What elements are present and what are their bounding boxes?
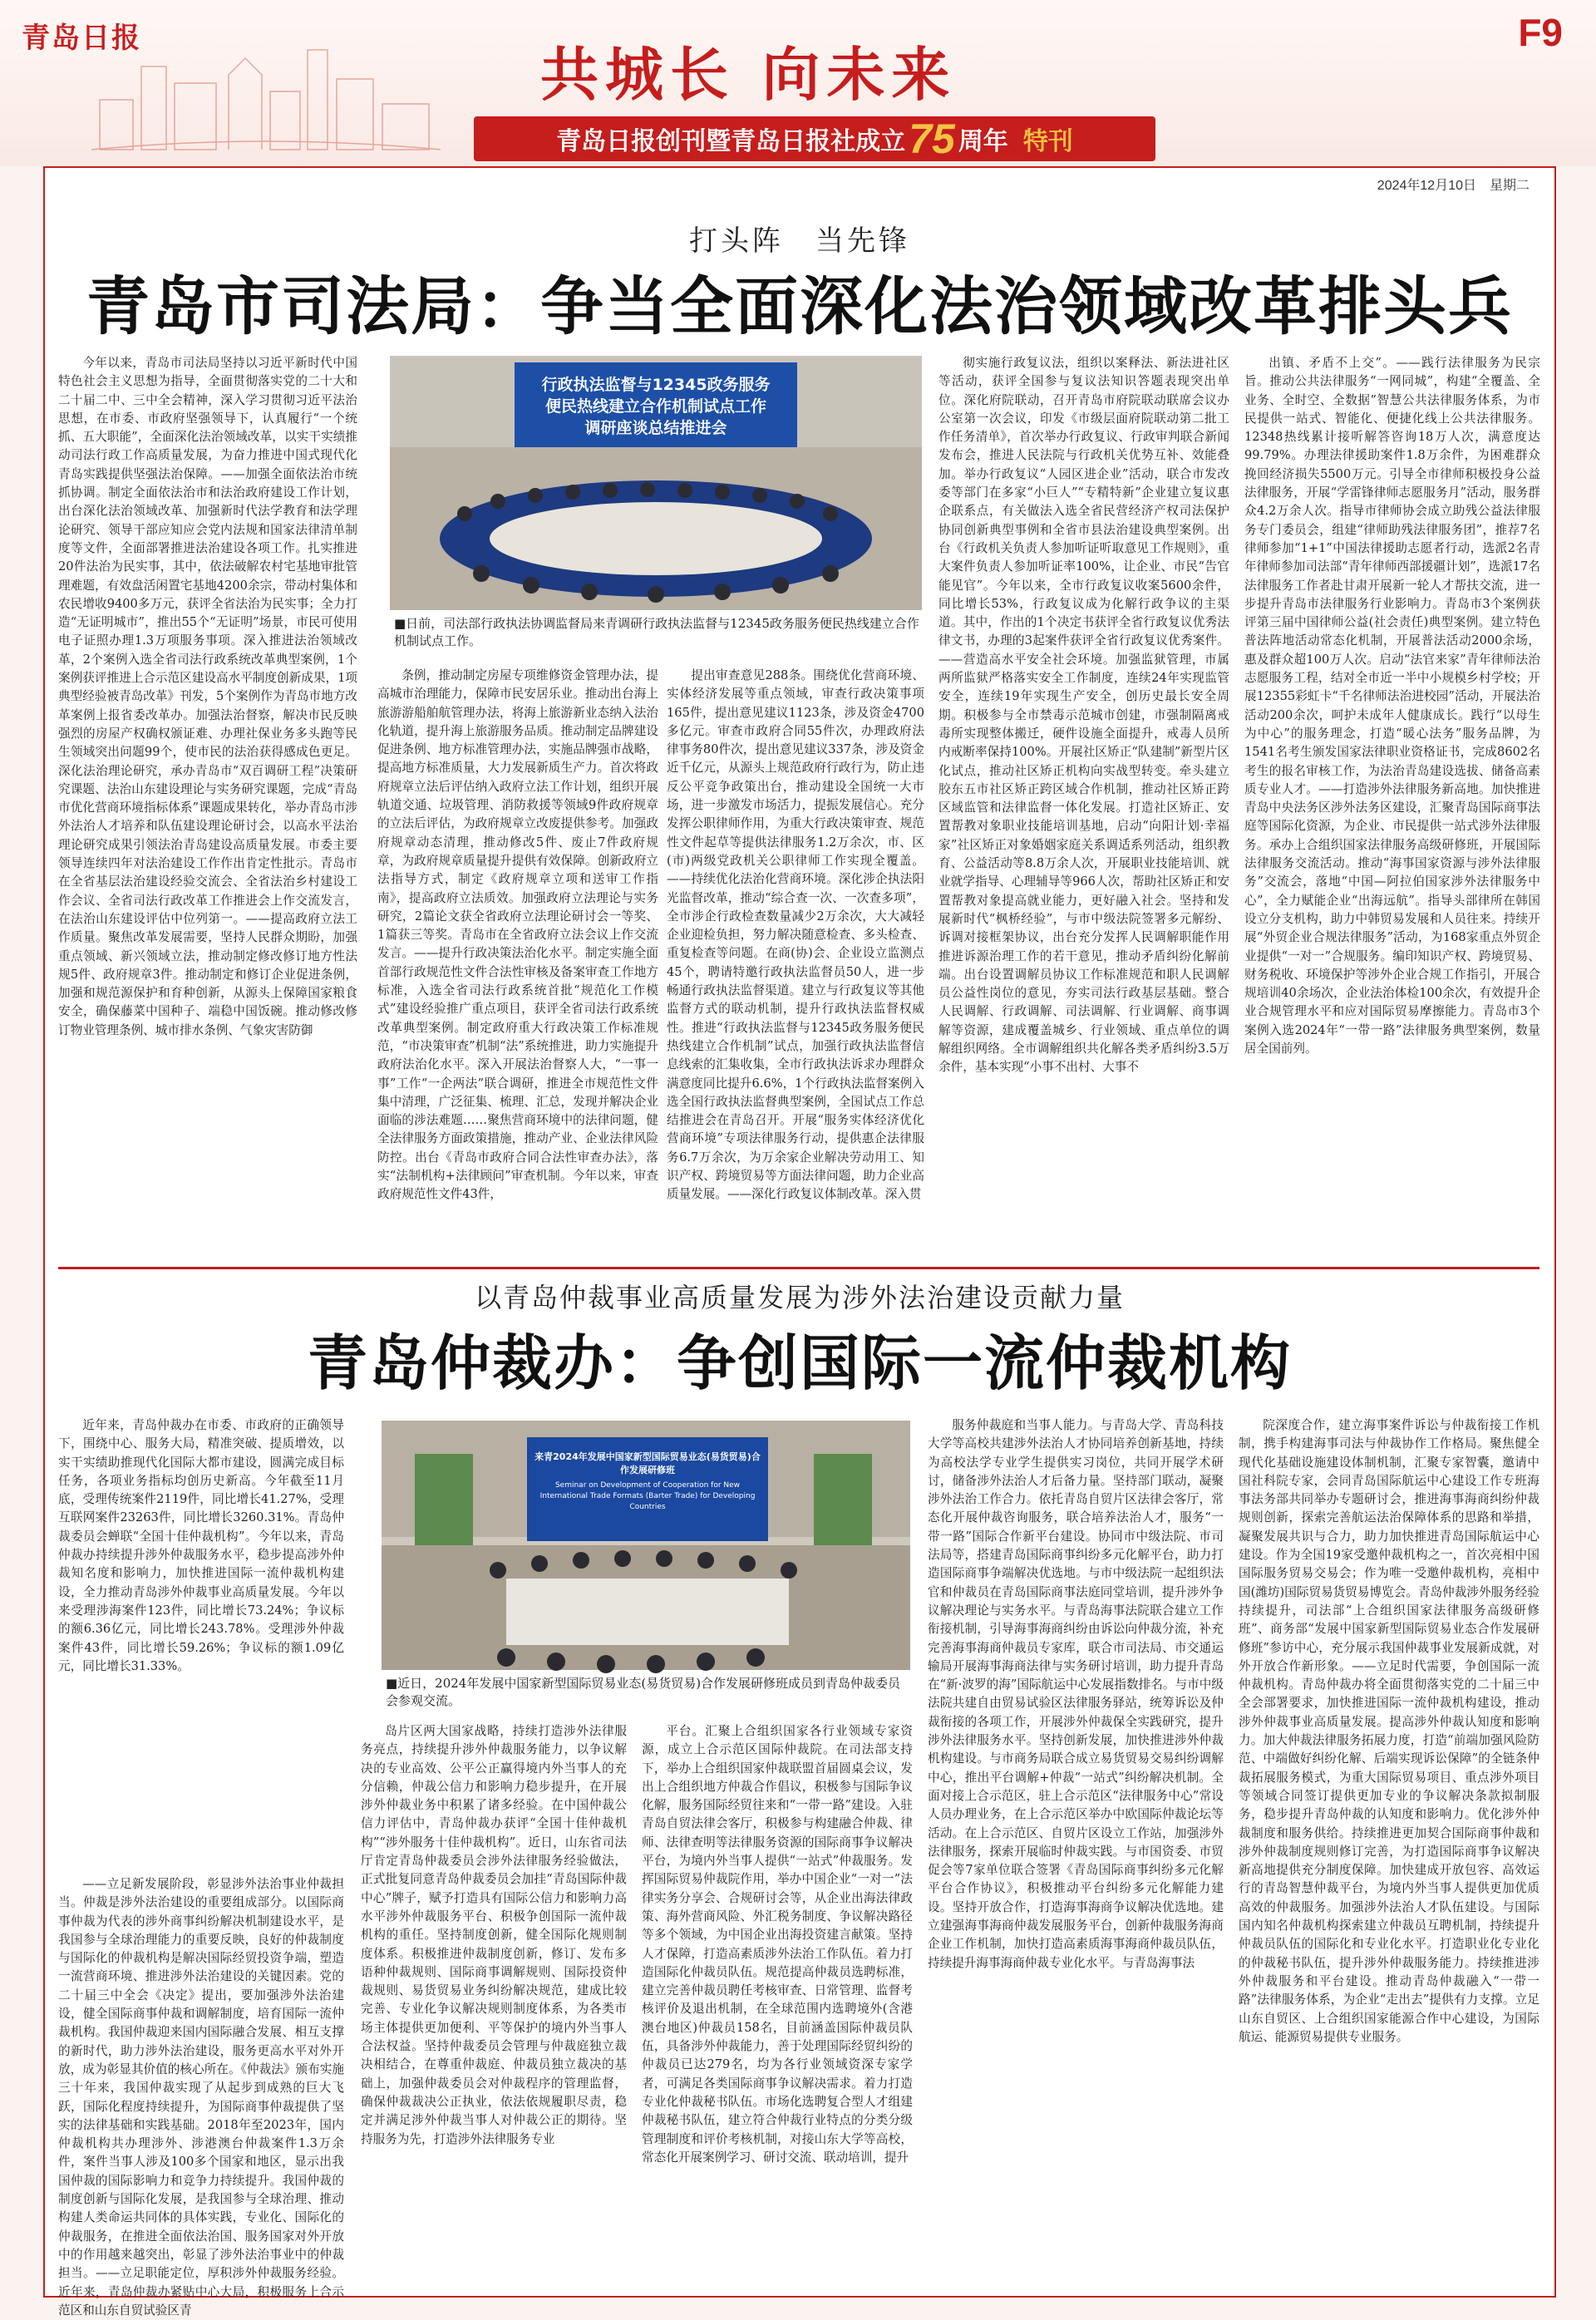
article2-col1b-text: ——立足新发展阶段，彰显涉外法治事业仲裁担当。仲裁是涉外法治建设的重要组成部分。以国际商事仲裁为代表的涉外商事纠纷解决机制建设水平，是我国参与全球治理能力的重要反映，良好的仲裁制度与国际化的仲裁机构是解决国际经贸投资争端，塑造一流营商环境、推进涉外法治建设的关键因素。党的二十届三中全会《决定》提出，要加强涉外法治建设，健全国际商事仲裁和调解制度，培育国际一流仲裁机构。我国仲裁迎来国内国际融合发展、相互支撑的新时代，助力涉外法治建设，服务更高水平对外开放，成为彰显其价值的核心所在。《仲裁法》颁布实施三十年来，我国仲裁实现了从起步到成熟的巨大飞跃，国际化程度持续提升，为国际商事仲裁提供了坚实的法律基础和实践基础。2018年至2023年，国内仲裁机构共办理涉外、涉港澳台仲裁案件1.3万余件，案件当事人涉及100多个国家和地区，显示出我国仲裁的国际影响力和竞争力持续提升。我国仲裁的制度创新与国际化发展，是我国参与全球治理、推动构建人类命运共同体的具体实践，专业化、国际化的仲裁服务，在推进全面依法治国、服务国家对外开放中的作用越来越突出，彰显了涉外法治事业中的仲裁担当。——立足职能定位，厚积涉外仲裁服务经验。近年来，青岛仲裁办紧贴中心大局，积极服务上合示范区和山东自贸试验区青 [58,1877,344,2318]
anniversary-ribbon [474,116,1155,161]
article2-col2-text: 岛片区两大国家战略，持续打造涉外法律服务亮点，持续提升涉外仲裁服务能力，以争议解决的专业高效、公平公正赢得境内外当事人的充分信赖，仲裁公信力和影响力稳步提升，在开展涉外仲裁业务中积累了诸多经验。在中国仲裁公信力评估中，青岛仲裁办获评“全国十佳仲裁机构”“涉外服务十佳仲裁机构”。近日，山东省司法厅肯定青岛仲裁委员会涉外法律服务经验做法，正式批复同意青岛仲裁委员会加挂“青岛国际仲裁中心”牌子，赋予打造具有国际公信力和影响力高水平涉外仲裁服务平台、积极争创国际一流仲裁机构的重任。坚持制度创新，健全国际化规则制度体系。积极推进仲裁制度创新，修订、发布多语种仲裁规则、国际商事调解规则、国际投资仲裁规则、易货贸易业务纠纷解决规范，建成比较完善、专业化争议解决规则制度体系，为各类市场主体提供更加便利、平等保护的境内外当事人合法权益。坚持仲裁委员会管理与仲裁庭独立裁决相结合，在尊重仲裁庭、仲裁员独立裁决的基础上，加强仲裁委员会对仲裁程序的管理监督，确保仲裁裁决公正执业，依法依规履职尽责，稳定并满足涉外仲裁当事人对仲裁公正的期待。坚持服务为先，打造涉外法律服务专业 [361,1724,627,2146]
article2-col3-text: 平台。汇聚上合组织国家各行业领域专家资源，成立上合示范区国际仲裁院。在司法部支持下，举办上合组织国家仲裁联盟首届圆桌会议，发出上合组织地方仲裁合作倡议，积极参与国际争议化解，服务国际经贸往来和“一带一路”建设。入驻青岛自贸法律会客厅，积极参与构建融合仲裁、律师、法律查明等法律服务资源的国际商事争议解决平台，为境内外当事人提供“一站式”仲裁服务。发挥国际贸易仲裁院作用，举办中国企业“一对一”法律实务分享会、合规研讨会等，从企业出海法律政策、海外营商风险、外汇税务制度、争议解决路径等多个领域，为中国企业出海投资建言献策。坚持人才保障，打造高素质涉外法治工作队伍。着力打造国际化仲裁员队伍。规范提高仲裁员选聘标准，建立完善仲裁员聘任考核审查、日常管理、监督考核评价及退出机制，在全球范围内选聘境外(含港澳台地区)仲裁员158名，目前涵盖国际仲裁员队伍，具备涉外仲裁能力，善于处理国际经贸纠纷的仲裁员已达279名，均为各行业领域资深专家学者，可满足各类国际商事争议解决需求。着力打造专业化仲裁秘书队伍。市场化选聘复合型人才组建仲裁秘书队伍，建立符合仲裁行业特点的分类分级管理制度和评价考核机制，对接山东大学等高校，常态化开展案例学习、研讨交流、联动培训，提升 [642,1724,913,2165]
article2-column-2 [361,1722,627,2288]
article2-column-4 [928,1416,1224,2288]
article-divider [58,1267,1539,1269]
issue-date: 2024年12月10日 星期二 [1377,179,1530,193]
article1-col3-text: 提出审查意见288条。围绕优化营商环境、实体经济发展等重点领域，审查行政决策事项165件，提出意见建议1123条，涉及资金4700多亿元。审查市政府合同55件次，办理政府法律事务80件次，提出意见建议337条，涉及资金近千亿元，从源头上规范政府行政行为，防止违反公平竞争政策出台，推动建设全国统一大市场，进一步激发市场活力，提振发展信心。充分发挥公职律师作用，为重大行政决策审查、规范性文件起草等提供法律服务1.2万余次，市、区(市)两级党政机关公职律师工作实现全覆盖。——持续优化法治化营商环境。深化涉企执法阳光监督改革，推动“综合查一次、一次查多项”，全市涉企行政检查数量减少2万余次，大大减轻企业迎检负担，努力解决随意检查、多头检查、重复检查等问题。在商(协)会、企业设立监测点45个，聘请特邀行政执法监督员50人，进一步畅通行政执法监督渠道。建立与行政复议等其他监督方式的联动机制，提升行政执法监督权威性。推进“行政执法监督与12345政务服务便民热线建立合作机制”试点，加强行政执法监督信息线索的汇集收集，全市行政执法诉求办理群众满意度同比提升6.6%，1个行政执法监督案例入选全国行政执法监督典型案例，全国试点工作总结推进会在青岛召开。开展“服务实体经济优化营商环境”专项法律服务行动，提供惠企法律服务6.7万余次，为万余家企业解决劳动用工、知识产权、跨境贸易等方面法律问题，助力企业高质量发展。——深化行政复议体制改革。深入贯 [667,668,924,1202]
photo-banner-line-2: 便民热线建立合作机制试点工作 [544,397,766,416]
page-number: F9 [1518,11,1563,54]
article1-kicker: 打头阵 当先锋 [689,224,910,258]
special-edition-slogan: 共城长 向未来 [540,40,957,109]
article1-col1-text: 今年以来，青岛市司法局坚持以习近平新时代中国特色社会主义思想为指导，全面贯彻落实党的二十大和二十届二中、三中全会精神，深入学习贯彻习近平法治思想，在市委、市政府坚强领导下，认真履行“一个统抓、五大职能”，全面深化法治领域改革，以实干实绩推动司法行政工作高质量发展，为奋力推进中国式现代化青岛实践提供坚强法治保障。——加强全面依法治市统抓协调。制定全面依法治市和法治政府建设工作计划，出台深化法治领域改革、加强新时代法学教育和法学理论研究、领导干部应知应会党内法规和国家法律清单制度等文件，全面部署推进法治建设各项工作。扎实推进20件法治为民实事，其中，依法破解农村宅基地审批管理难题，有效盘活闲置宅基地4200余宗，带动村集体和农民增收9400多万元，获评全省法治为民实事；全力打造“无证明城市”，推出55个“无证明”场景，市民可使用电子证照办理1.3万项服务事项。深入推进法治领域改革，2个案例入选全省司法行政系统改革典型案例，1个案例获评推进上合示范区建设高水平制度创新成果，1项典型经验被青岛改革》刊发，5个案例作为青岛市地方改革案例上报省委改革办。加强法治督察，解决市民反映强烈的房屋产权确权颁证难、办理社保业务多头跑等民生领域突出问题99个，使市民的法治获得感成色更足。深化法治理论研究，承办青岛市“双百调研工程”决策研究课题、法治山东建设理论与实务研究课题，完成“青岛市优化营商环境指标体系”课题成果转化，举办青岛市涉外法治人才培养和队伍建设理论研讨会，以高水平法治理论研究成果引领法治青岛建设高质量发展。市委主要领导连续四年对法治建设工作作出肯定性批示。青岛市在全省基层法治建设经验交流会、全省法治乡村建设工作会议、全省司法行政改革工作推进会上作交流发言，在法治山东建设评估中位列第一。——提高政府立法工作质量。聚焦改革发展需要，坚持人民群众期盼，加强重点领域、新兴领域立法，推动制定修改修订地方性法规5件、政府规章3件。推动制定和修订企业促进条例，加强和规范源保护和育种创新，从源头上保障国家粮食安全，确保藤菜中国种子、端稳中国饭碗。推动修改修订物业管理条例、城市排水条例、气象灾害防御 [58,356,357,1037]
article1-column-4 [938,354,1229,1435]
article1-column-5 [1244,354,1540,1435]
article1-col4-text: 彻实施行政复议法，组织以案释法、新法进社区等活动，获评全国参与复议法知识答题表现突出单位。深化府院联动，召开青岛市府院联动联席会议办公室第一次会议，印发《市级层面府院联动第二批工作任务清单》，首次举办行政复议、行政审判联合新闻发布会，推进人民法院与行政机关优势互补、效能叠加。举办行政复议“人园区进企业”活动，联合市发改委等部门在多家“小巨人”“专精特新”企业建立复议惠企联系点，有关做法入选全省民营经济产权司法保护协同创新典型事例和全省市县法治建设典型案例。出台《行政机关负责人参加听证听取意见工作规则》，重大案件负责人参加听证率100%，让企业、市民“告官能见官”。今年以来，全市行政复议收案5600余件，同比增长53%，行政复议成为化解行政争议的主渠道。其中，作出的1个决定书获评全省行政复议优秀法律文书，办理的3起案件获评全省行政复议优秀案件。——营造高水平安全社会环境。加强监狱管理，市属两所监狱严格落实安全工作制度，连续24年实现监管安全，连续19年实现生产安全，创历史最长安全周期。积极参与全市禁毒示范城市创建，市强制隔离戒毒所实现整体搬迁，硬件设施全面提升，戒毒人员所内戒断率保持100%。开展社区矫正“队建制”新型片区化试点，推动社区矫正机构向实战型转变。牵头建立胶东五市社区矫正跨区域合作机制，推动社区矫正跨区域监管和法律监督一体化发展。打造社区矫正、安置帮教对象职业技能培训基地，启动“向阳计划·幸福家”社区矫正对象婚姻家庭关系调适系列活动，组织教育、公益活动等8.8万余人次，开展职业技能培训、就业就学指导、心理辅导等966人次，帮助社区矫正和安置帮教对象提高就业能力，更好融入社会。坚持和发展新时代“枫桥经验”，与市中级法院签署多元解纷、诉调对接框架协议，出台充分发挥人民调解职能作用推进诉源治理工作的若干意见，推动矛盾纠纷化解前端。出台设置调解员协议工作标准规范和职人民调解员公益性岗位的意见，夯实司法行政基层基础。整合人民调解、行政调解、司法调解、行业调解、商事调解等资源，建成覆盖城乡、行业领域、重点单位的调解组织网络。全市调解组织共化解各类矛盾纠纷3.5万余件，基本实现“小事不出村、大事不 [938,356,1229,1075]
ribbon-suffix: 周年 [958,127,1008,156]
ribbon-special-label: 特刊 [1022,127,1073,156]
article2-photo-banner [531,1451,764,1513]
photo-banner-line-1: 来青2024年发展中国家新型国际贸易业态(易货贸易)合作发展研修班 [534,1451,761,1475]
article1-photo-banner [515,374,797,439]
article1-col2-text: 条例，推动制定房屋专项维修资金管理办法，提高城市治理能力，保障市民安居乐业。推动出台海上旅游游船舶航管理办法，将海上旅游新业态纳入法治化轨道，提升海上旅游服务品质。推动制定品牌建设促进条例、地方标准管理办法，实施品牌强市战略，提高地方标准质量，大力发展新质生产力。首次将政府规章立法后评估纳入政府立法工作计划，组织开展轨道交通、垃圾管理、消防救援等领域9件政府规章的立法后评估，为政府规章立改废提供参考。加强政府规章动态清理，推动修改5件、废止7件政府规章，为政府规章质量提升提供有效保障。创新政府立法指导方式，制定《政府规章立项和送审工作指南》，提高政府立法质效。加强政府立法理论与实务研究，2篇论文获全省政府立法理论研讨会一等奖、1篇获三等奖。青岛市在全省政府立法会议上作交流发言。——提升行政决策法治化水平。制定实施全面首部行政规范性文件合法性审核及备案审查工作地方标准，入选全省司法行政系统首批“规范化工作模式”建设经验推广重点项目，获评全省司法行政系统改革典型案例。制定政府重大行政决策工作标准规范，“市决策审查”机制“法”系统推进，助力实施提升政府法治化水平。深入开展法治督察人大，“一事一事”工作“一企两法”联合调研，推进全市规范性文件集中清理，广泛征集、梳理、汇总，发现并解决企业面临的涉法难题……聚焦营商环境中的法律问题，健全法律服务方面政策措施，推动产业、企业法律风险防控。出台《青岛市政府合同合法性审查办法》，落实“法制机构+法律顾问”审查机制。今年以来，审查政府规范性文件43件， [377,668,658,1202]
article1-photo [390,356,922,610]
article2-col4-text: 服务仲裁庭和当事人能力。与青岛大学、青岛科技大学等高校共建涉外法治人才协同培养创新基地，持续为高校法学专业学生提供实习岗位，共同开展学术研讨，储备涉外法治人才后备力量。坚持部门联动，凝聚涉外法治工作合力。依托青岛自贸片区法律会客厅，常态化开展仲裁咨询服务，联合培养法治人才，服务“一带一路”国际合作新平台建设。协同市中级法院、市司法局等，搭建青岛国际商事纠纷多元化解平台，助力打造国际商事争端解决优选地。与市中级法院一起组织法官和仲裁员在青岛国际商事法庭同堂培训，提升涉外争议解决理论与实务水平。与青岛海事法院联合建立工作衔接机制，引导海事海商纠纷由诉讼向仲裁分流，补充完善海事海商仲裁员专家库，联合市司法局、市交通运输局开展海事海商法律与实务研讨培训，助力提升青岛在“新·波罗的海”国际航运中心发展指数排名。与市中级法院共建自由贸易试验区法律服务驿站，统筹诉讼及仲裁衔接的各项工作，开展涉外仲裁保全实践研究，提升涉外法律服务水平。坚持创新发展，加快推进涉外仲裁机构建设。与市商务局联合成立易货贸易交易纠纷调解中心，推出平台调解+仲裁“一站式”纠纷解决机制。全面对接上合示范区，驻上合示范区“法律服务中心”常设人员办理业务，在上合示范区举办中欧国际仲裁论坛等活动。在上合示范区、自贸片区设立工作站，加强涉外法律服务，探索开展临时仲裁实践。与市国资委、市贸促会等7家单位联合签署《青岛国际商事纠纷多元化解平台合作协议》，积极推动平台纠纷多元化解能力建设。坚持开放合作，打造海事海商争议解决优选地。建立建强海事海商仲裁发展服务平台，创新仲裁服务海商企业工作机制，加快打造高素质海事海商仲裁员队伍，持续提升海事海商仲裁专业化水平。与青岛海事法 [928,1418,1224,1970]
ribbon-anniversary-number: 75 [909,116,955,162]
article1-column-1 [58,354,357,1435]
city-skyline-illustration [91,33,441,158]
article2-column-1b [58,1875,344,2318]
photo-banner-line-1: 行政执法监督与12345政务服务 [541,376,771,394]
photo-banner-line-2: Seminar on Development of Cooperation for New International Trade Formats (Barter Trade) for Developing Countries [539,1481,756,1511]
article2-col5-text: 院深度合作，建立海事案件诉讼与仲裁衔接工作机制，携手构建海事司法与仲裁协作工作格局。聚焦健全现代化基础设施建设体制机制，汇聚专家智囊，邀请中国社科院专家，会同青岛国际航运中心建设工作专班海事法务部共同举办专题研讨会，推进海事海商纠纷仲裁规则创新，探索完善航运法治保障体系的思路和举措，凝聚发展共识与合力，助力加快推进青岛国际航运中心建设。作为全国19家受邀仲裁机构之一，首次亮相中国国际服务贸易交易会；作为唯一受邀仲裁机构，亮相中国(潍坊)国际贸易货贸易博览会。青岛仲裁涉外服务经验持续提升，司法部“上合组织国家法律服务高级研修班”、商务部“发展中国家新型国际贸易业态合作发展研修班”参访中心，充分展示我国仲裁事业发展新成就，对外开放合作新形象。——立足时代需要，争创国际一流仲裁机构。青岛仲裁办将全面贯彻落实党的二十届三中全会部署要求，加快推进国际一流仲裁机构建设，推动涉外仲裁事业高质量发展。提高涉外仲裁认知度和影响力。加大仲裁法律服务拓展力度，打造“前端加强风险防范、中端做好纠纷化解、后端实现诉讼保障”的全链条仲裁拓展服务模式，为重大国际贸易项目、重点涉外项目等领域合同签订提供更加专业的争议解决条款拟制服务，稳步提升青岛仲裁的认知度和影响力。优化涉外仲裁制度和服务供给。持续推进更加契合国际商事仲裁和涉外仲裁制度规则修订完善，为打造国际商事争议解决新高地提供充分制度保障。加快建成开放包容、高效运行的青岛智慧仲裁平台，为境内外当事人提供更加优质高效的仲裁服务。加强涉外法治人才队伍建设。与国际国内知名仲裁机构探索建立仲裁员互聘机制，持续提升仲裁员队伍的国际化和专业化水平。打造职业化专业化的仲裁秘书队伍，提升涉外仲裁服务能力。持续推进涉外仲裁服务和平台建设。推动青岛仲裁融入“一带一路”法律服务体系，为企业“走出去”提供有力支撑。立足山东自贸区、上合组织国家能源合作中心建设，为国际航运、能源贸易提供专业服务。 [1239,1418,1539,2044]
article2-col1-text: 近年来，青岛仲裁办在市委、市政府的正确领导下，围绕中心、服务大局，精准突破、提质增效，以实干实绩助推现代化国际大都市建设，圆满完成目标任务，各项业务指标均创历史新高。今年截至11月底，受理传统案件2119件，同比增长41.27%，受理互联网案件23263件，同比增长3260.31%。青岛仲裁委员会蝉联“全国十佳仲裁机构”。今年以来，青岛仲裁办持续提升涉外仲裁服务水平，稳步提高涉外仲裁知名度和影响力，加快推进国际一流仲裁机构建设，全力推动青岛涉外仲裁事业高质量发展。今年以来受理涉海案件123件，同比增长73.24%；争议标的额6.36亿元，同比增长243.78%。受理涉外仲裁案件43件，同比增长59.26%；争议标的额1.09亿元，同比增长31.33%。 [58,1418,344,1673]
article2-headline: 青岛仲裁办：争创国际一流仲裁机构 [307,1327,1292,1398]
article2-column-3 [642,1722,913,2288]
article2-column-1 [58,1416,344,1865]
newspaper-page [43,166,1556,2318]
newspaper-logo: 青岛日报 [22,22,141,55]
article2-photo [382,1421,910,1670]
article2-kicker: 以青岛仲裁事业高质量发展为涉外法治建设贡献力量 [474,1282,1125,1313]
article1-photo-caption: ■日前，司法部行政执法协调监督局来青调研行政执法监督与12345政务服务便民热线建立合作机制试点工作。 [394,616,919,648]
article2-photo-caption: ■近日，2024年发展中国家新型国际贸易业态(易货贸易)合作发展研修班成员到青岛仲裁委员会参观交流。 [386,1676,901,1708]
photo-banner-line-3: 调研座谈总结推进会 [584,419,727,437]
article2-column-5 [1239,1416,1539,2288]
article1-headline: 青岛市司法局：争当全面深化法治领域改革排头兵 [86,269,1513,343]
ribbon-prefix: 青岛日报创刊暨青岛日报社成立 [556,127,906,156]
article1-col5-text: 出镇、矛盾不上交”。——践行法律服务为民宗旨。推动公共法律服务“一网同城”，构建“全覆盖、全业务、全时空、全数据”智慧公共法律服务体系，为市民提供一站式、智能化、便捷化线上公共法律服务。12348热线累计接听解答咨询18万人次，满意度达99.79%。办理法律援助案件1.8万余件，为困难群众挽回经济损失5500万元。引导全市律师积极投身公益法律服务，开展“学雷锋律师志愿服务月”活动，服务群众4.2万余人次。指导市律师协会成立助残公益法律服务专门委员会，组建“律师助残法律服务团”，推荐7名律师参加“1+1”中国法律援助志愿者行动，选派2名青年律师参加司法部“青年律师西部援疆计划”，选派17名法律服务工作者赴甘肃开展新一轮人才帮扶交流，进一步提升青岛市法律服务行业影响力。青岛市3个案例获评第三届中国律师公益(社会责任)典型案例。建立特色普法阵地活动常态化机制，开展普法活动2000余场，惠及群众超100万人次。启动“法官来家”青年律师法治志愿服务工程，结对全市近一半中小规模乡村学校；开展12355彩虹卡“千名律师法治进校园”活动，开展法治活动200余次，呵护未成年人健康成长。践行“以母生为中心”的服务理念，打造“暖心法务”服务品牌，为1541名考生颁发国家法律职业资格证书，完成8602名考生的报名审核工作，为法治青岛建设选拔、储备高素质专业人才。——打造涉外法律服务新高地。加快推进青岛中央法务区涉外法务区建设，汇聚青岛国际商事法庭等国际化资源，为企业、市民提供一站式涉外法律服务。承办上合组织国家法律服务高级研修班，开展国际法律服务交流活动。推动“海事国家资源与涉外法律服务”交流会，落地“中国—阿拉伯国家涉外法律服务中心”，全力赋能企业“出海远航”。指导头部律所在韩国设立分支机构，助力中韩贸易发展和人员往来。持续开展“外贸企业合规法律服务”活动，为168家重点外贸企业提供“一对一”合规服务。编印知识产权、跨境贸易、财务税收、环境保护等涉外企业合规工作指引，开展合规培训40余场次，企业法治体检100余次，有效提升企业合规管理水平和应对国际贸易摩擦能力。青岛市3个案例入选2024年“一带一路”法律服务典型案例，数量居全国前列。 [1244,356,1540,1056]
